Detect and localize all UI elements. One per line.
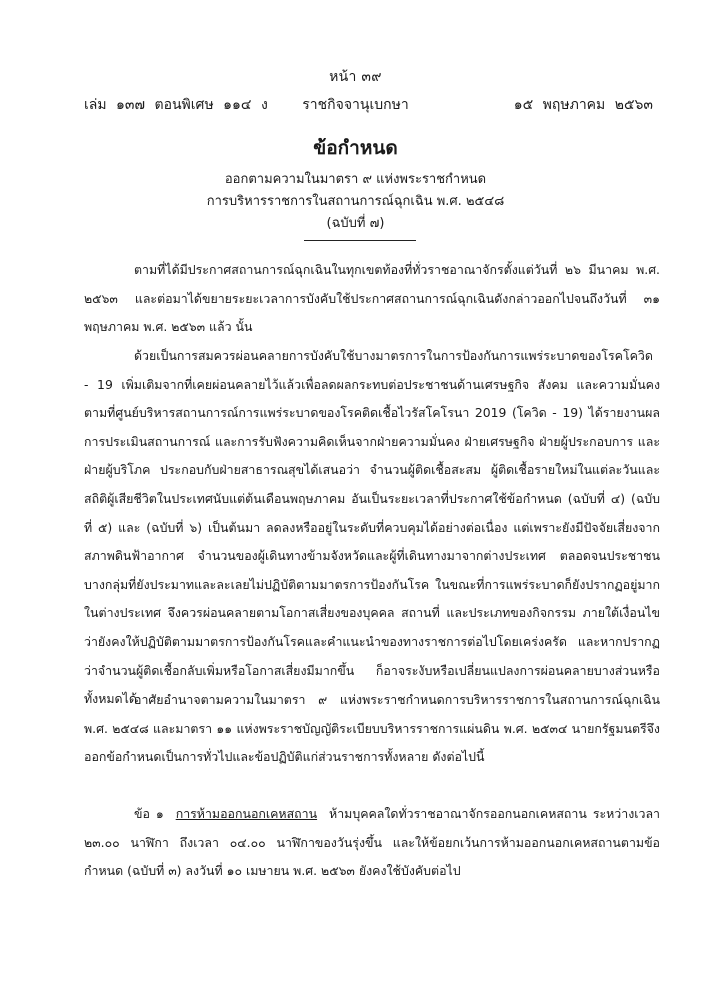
clause-1-heading: การห้ามออกนอกเคหสถาน: [175, 806, 318, 821]
gazette-date: ๑๕ พฤษภาคม ๒๕๖๓: [513, 97, 653, 113]
paragraph-rationale-text: ด้วยเป็นการสมควรผ่อนคลายการบังคับใช้บางมาตรการในการป้องกันการแพร่ระบาดของโรคโควิด - 19 เพิ่มเติมจากที่เคยผ่อนคลายไว้แล้วเพื่อลดผลกระทบต่อประชาชนด้านเศรษฐกิจ สังคม และความมั่นคง ตามที่ศูนย์บริหารสถานการณ์การแพร่ระบาดของโรคติดเชื้อไวรัสโคโรนา 2019 (โควิด - 19) ได้รายงานผลการประเมินสถานการณ์ และการรับฟังความคิดเห็นจากฝ่ายความมั่นคง ฝ่ายเศรษฐกิจ ฝ่ายผู้ประกอบการ และฝ่ายผู้บริโภค ประกอบกับฝ่ายสาธารณสุขได้เสนอว่า จำนวนผู้ติดเชื้อสะสม ผู้ติดเชื้อรายใหม่ในแต่ละวันและสถิติผู้เสียชีวิตในประเทศนับแต่ต้นเดือนพฤษภาคม อันเป็นระยะเวลาที่ประกาศใช้ข้อกำหนด (ฉบับที่ ๔) (ฉบับที่ ๕) และ (ฉบับที่ ๖) เป็นต้นมา ลดลงหรืออยู่ในระดับที่ควบคุมได้อย่างต่อเนื่อง แต่เพราะยังมีปัจจัยเสี่ยงจากสภาพดินฟ้าอากาศ จำนวนของผู้เดินทางข้ามจังหวัดและผู้ที่เดินทางมาจากต่างประเทศ ตลอดจนประชาชนบางกลุ่มที่ยังประมาทและละเลยไม่ปฏิบัติตามมาตรการป้องกันโรค ในขณะที่การแพร่ระบาดก็ยังปรากฏอยู่มากในต่างประเทศ จึงควรผ่อนคลายตามโอกาสเสี่ยงของบุคคล สถานที่ และประเภทของกิจกรรม ภายใต้เงื่อนไขว่ายังคงให้ปฏิบัติตามมาตรการป้องกันโรคและคำแนะนำของทางราชการต่อไปโดยเคร่งครัด และหากปรากฏว่าจำนวนผู้ติดเชื้อกลับเพิ่มหรือโอกาสเสี่ยงมีมากขึ้น ก็อาจระงับหรือเปลี่ยนแปลงการผ่อนคลายบางส่วนหรือทั้งหมดได้: [84, 348, 660, 707]
document-title: ข้อกำหนด: [313, 137, 398, 159]
clause-1-number: ข้อ ๑: [134, 806, 164, 821]
subtitle-line-3: (ฉบับที่ ๗): [326, 216, 385, 231]
volume-section: เล่ม ๑๓๗ ตอนพิเศษ ๑๑๔ ง: [84, 97, 268, 113]
paragraph-authority: [84, 686, 660, 772]
clause-1: [84, 800, 660, 886]
page-number: หน้า ๓๙: [329, 69, 382, 85]
title-divider: [304, 240, 416, 241]
paragraph-preamble: [84, 256, 660, 342]
subtitle-line-2: การบริหารราชการในสถานการณ์ฉุกเฉิน พ.ศ. ๒๕๔๘: [206, 194, 505, 209]
paragraph-preamble-text: ตามที่ได้มีประกาศสถานการณ์ฉุกเฉินในทุกเขตท้องที่ทั่วราชอาณาจักรตั้งแต่วันที่ ๒๖ มีนาคม พ.ศ. ๒๕๖๓ และต่อมาได้ขยายระยะเวลาการบังคับใช้ประกาศสถานการณ์ฉุกเฉินดังกล่าวออกไปจนถึงวันที่ ๓๑ พฤษภาคม พ.ศ. ๒๕๖๓ แล้ว นั้น: [84, 262, 660, 335]
gazette-name: ราชกิจจานุเบกษา: [302, 97, 409, 113]
clause-1-text: ห้ามบุคคลใดทั่วราชอาณาจักรออกนอกเคหสถาน ระหว่างเวลา ๒๓.๐๐ นาฬิกา ถึงเวลา ๐๔.๐๐ นาฬิกาของวันรุ่งขึ้น และให้ข้อยกเว้นการห้ามออกนอกเคหสถานตามข้อกำหนด (ฉบับที่ ๓) ลงวันที่ ๑๐ เมษายน พ.ศ. ๒๕๖๓ ยังคงใช้บังคับต่อไป: [84, 806, 661, 879]
paragraph-rationale: [84, 342, 660, 714]
subtitle-line-1: ออกตามความในมาตรา ๙ แห่งพระราชกำหนด: [224, 172, 487, 187]
paragraph-authority-text: อาศัยอำนาจตามความในมาตรา ๙ แห่งพระราชกำหนดการบริหารราชการในสถานการณ์ฉุกเฉิน พ.ศ. ๒๕๔๘ และมาตรา ๑๑ แห่งพระราชบัญญัติระเบียบบริหารราชการแผ่นดิน พ.ศ. ๒๕๓๔ นายกรัฐมนตรีจึงออกข้อกำหนดเป็นการทั่วไปและข้อปฏิบัติแก่ส่วนราชการทั้งหลาย ดังต่อไปนี้: [84, 692, 660, 765]
